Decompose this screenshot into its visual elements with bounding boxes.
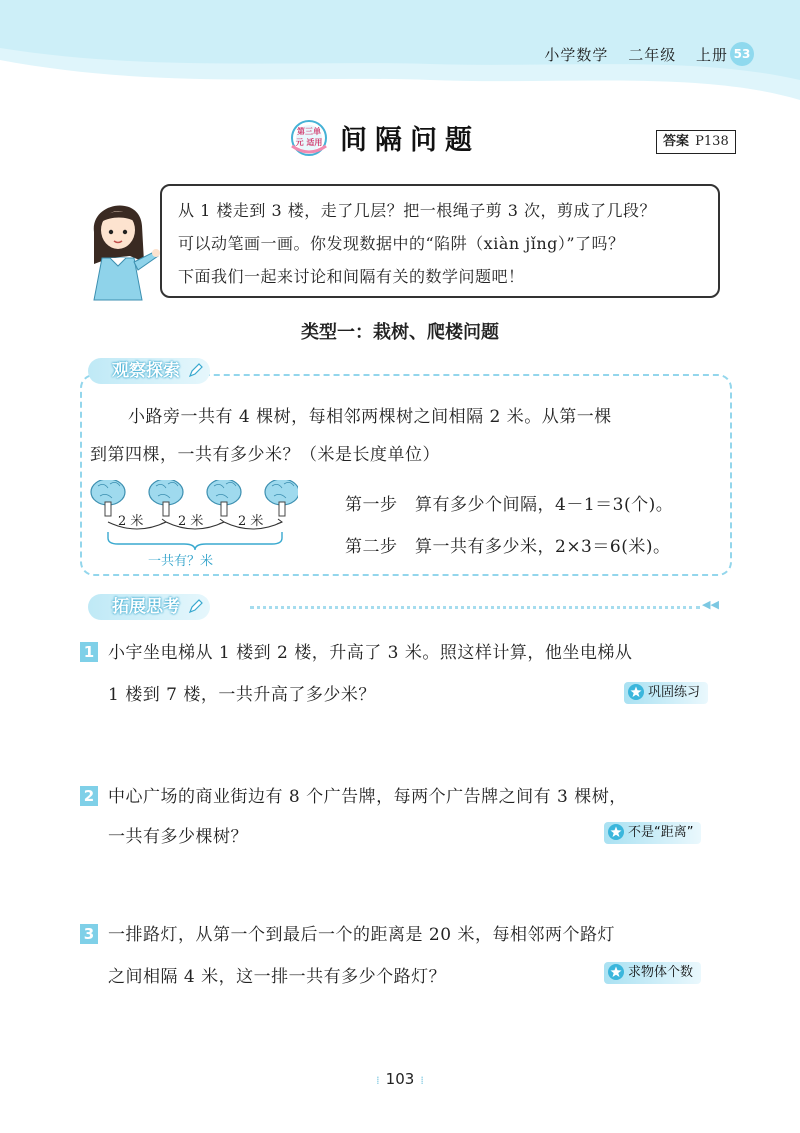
double-arrow-icon: ◀◀ bbox=[702, 598, 719, 611]
observe-problem-line-2: 到第四棵，一共有多少米？（米是长度单位） bbox=[90, 445, 440, 465]
pencil-icon bbox=[188, 598, 204, 614]
header-subject: 小学数学 bbox=[544, 46, 609, 64]
tree-diagram bbox=[88, 480, 298, 570]
page-number-text: 103 bbox=[385, 1070, 415, 1088]
observe-problem-line-1: 小路旁一共有 4 棵树，每相邻两棵树之间相隔 2 米。从第一棵 bbox=[128, 407, 612, 427]
type-title: 类型一：栽树、爬楼问题 bbox=[301, 322, 499, 343]
question-2-tag-text: 不是“距离” bbox=[628, 825, 694, 840]
answer-page: P138 bbox=[695, 134, 729, 149]
footer-dots-left: ⁞ bbox=[376, 1074, 380, 1087]
answer-label: 答案 bbox=[663, 134, 690, 149]
intro-line-1: 从 1 楼走到 3 楼，走了几层？把一根绳子剪 3 次，剪成了几段？ bbox=[178, 201, 657, 220]
question-number: 3 bbox=[80, 924, 98, 944]
question-1-line-2: 1 楼到 7 楼，一共升高了多少米？ bbox=[108, 685, 376, 705]
header-grade: 二年级 bbox=[628, 46, 677, 64]
question-number: 1 bbox=[80, 642, 98, 662]
page-title: 间隔问题 bbox=[340, 125, 480, 156]
star-icon bbox=[608, 964, 624, 980]
gap-label-1: 2 米 bbox=[118, 514, 144, 529]
question-2-line-2: 一共有多少棵树？ bbox=[108, 827, 248, 847]
question-number: 2 bbox=[80, 786, 98, 806]
tree-3-icon bbox=[207, 480, 241, 516]
pencil-icon bbox=[188, 362, 204, 378]
observe-label-text: 观察探索 bbox=[112, 361, 180, 381]
unit-badge-text: 第三单元 适用 bbox=[295, 126, 323, 147]
observe-step-2: 第二步 算一共有多少米，2×3＝6(米)。 bbox=[345, 537, 671, 557]
intro-line-2: 可以动笔画一画。你发现数据中的“陷阱（xiàn jǐng）”了吗？ bbox=[178, 234, 625, 253]
question-3-line-1: 一排路灯，从第一个到最后一个的距离是 20 米，每相邻两个路灯 bbox=[108, 925, 615, 945]
gap-label-3: 2 米 bbox=[238, 514, 264, 529]
girl-illustration bbox=[80, 192, 160, 304]
question-1-tag bbox=[624, 682, 708, 704]
header-volume: 上册 bbox=[695, 46, 728, 64]
question-3-tag bbox=[604, 962, 701, 984]
intro-line-3: 下面我们一起来讨论和间隔有关的数学问题吧！ bbox=[178, 267, 525, 286]
star-icon bbox=[628, 684, 644, 700]
title-row bbox=[0, 118, 800, 160]
question-1-line-1: 小宇坐电梯从 1 楼到 2 楼，升高了 3 米。照这样计算，他坐电梯从 bbox=[108, 643, 633, 663]
observe-step-1: 第一步 算有多少个间隔，4－1＝3(个)。 bbox=[345, 495, 674, 515]
star-icon bbox=[608, 824, 624, 840]
question-2-line-1: 中心广场的商业街边有 8 个广告牌，每两个广告牌之间有 3 棵树， bbox=[108, 787, 627, 807]
question-1-tag-text: 巩固练习 bbox=[648, 685, 701, 700]
page-number bbox=[0, 1070, 800, 1088]
unit-badge bbox=[286, 118, 332, 158]
footer-dots-right: ⁞ bbox=[420, 1074, 424, 1087]
question-3-tag-text: 求物体个数 bbox=[628, 965, 694, 980]
total-label: 一共有？米 bbox=[148, 554, 214, 569]
corner-page-badge: 53 bbox=[730, 42, 754, 66]
question-3-line-2: 之间相隔 4 米，这一排一共有多少个路灯？ bbox=[108, 967, 447, 987]
expand-label-text: 拓展思考 bbox=[112, 597, 180, 617]
gap-label-2: 2 米 bbox=[178, 514, 204, 529]
intro-speech-box bbox=[160, 184, 720, 298]
question-2-tag bbox=[604, 822, 701, 844]
expand-section-label bbox=[88, 594, 210, 620]
expand-divider bbox=[250, 606, 700, 609]
header-course-info bbox=[530, 44, 728, 65]
answer-reference bbox=[656, 130, 736, 154]
observe-section-label bbox=[88, 358, 210, 384]
tree-4-icon bbox=[265, 480, 298, 516]
